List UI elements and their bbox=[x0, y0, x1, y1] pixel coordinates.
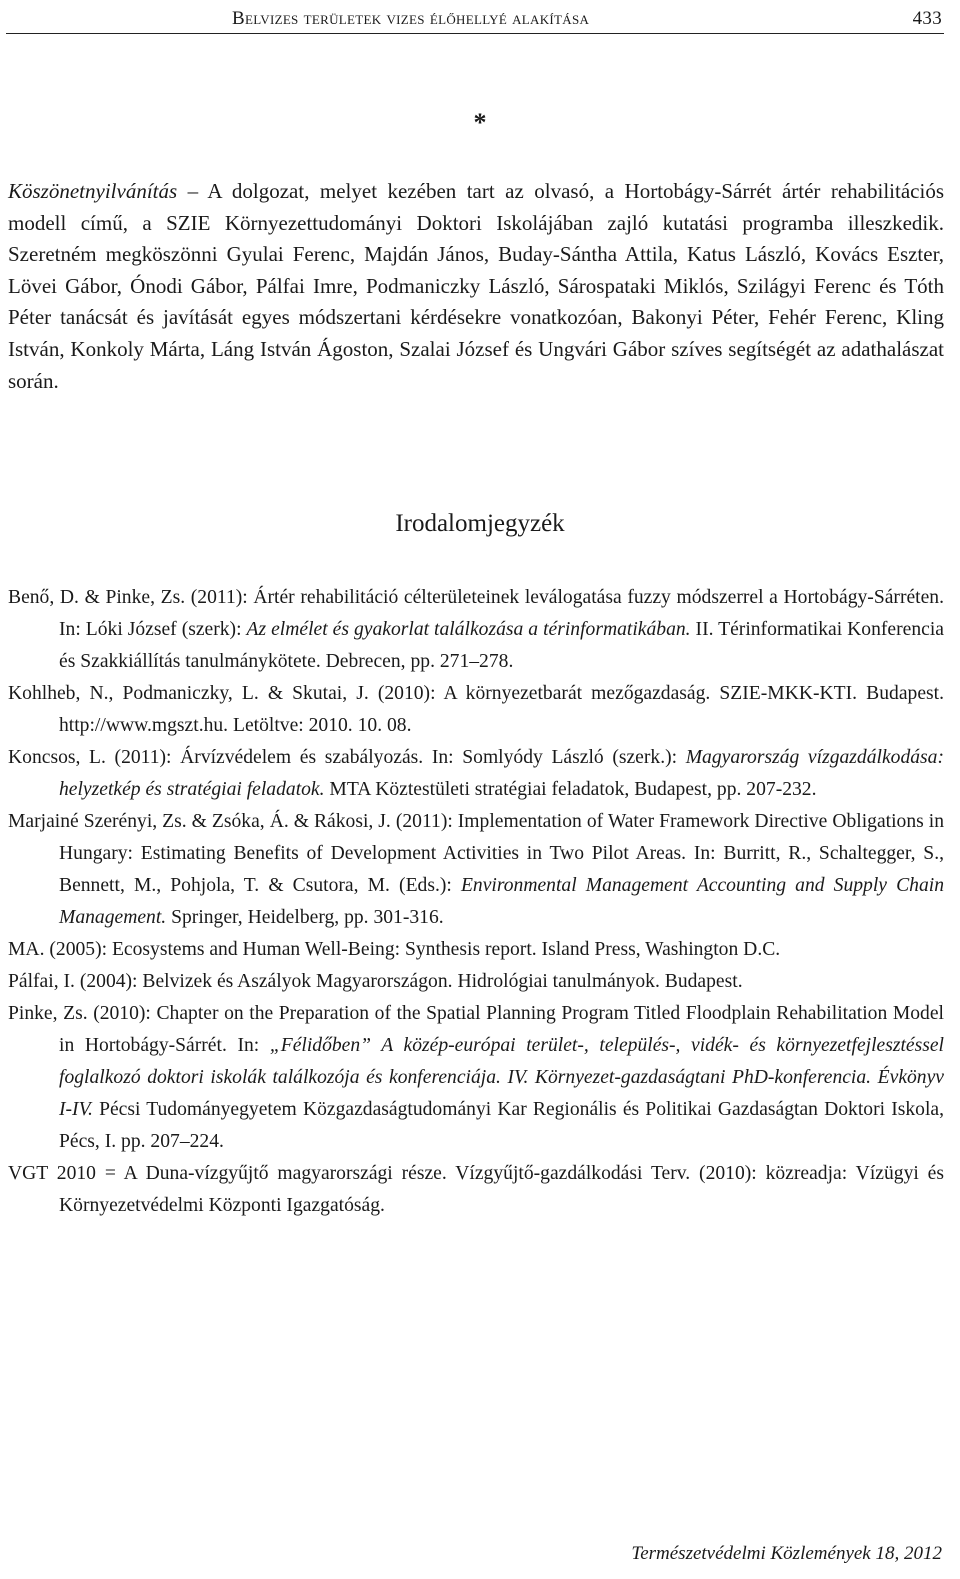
references-heading: Irodalomjegyzék bbox=[395, 510, 565, 537]
reference-title: Az elmélet és gyakorlat találkozása a térinformatikában. bbox=[246, 619, 691, 640]
reference-text: Kohlheb, N., Podmaniczky, L. & Skutai, J. (2010): A környezetbarát mezőgazdaság. SZIE-MKK-KTI. Budapest. http://www.mgszt.hu. Letöltve: 2010. 10. 08. bbox=[8, 683, 944, 736]
reference-text: MA. (2005): Ecosystems and Human Well-Being: Synthesis report. Island Press, Washington D.C. bbox=[8, 939, 781, 960]
reference-item bbox=[8, 742, 944, 806]
reference-text: Pálfai, I. (2004): Belvizek és Aszályok Magyarországon. Hidrológiai tanulmányok. Budapest. bbox=[8, 971, 743, 992]
page-number: 433 bbox=[912, 8, 942, 29]
acknowledgement-paragraph bbox=[8, 176, 944, 397]
reference-text: Pinke, Zs. (2010): Chapter on the Preparation of the Spatial Planning Program Titled Floodplain Rehabilitation Model in Hortobágy-Sárrét. In: bbox=[8, 1003, 944, 1056]
acknowledgement-label: Köszönetnyilvánítás bbox=[8, 179, 178, 203]
reference-text: Springer, Heidelberg, pp. 301-316. bbox=[166, 907, 444, 928]
reference-text: Marjainé Szerényi, Zs. & Zsóka, Á. & Rákosi, J. (2011): Implementation of Water Framework Directive Obligations in Hungary: Estimating Benefits of Development Activities in Two Pilot Areas. In: Burritt, R., Schaltegger, S., Bennett, M., Pohjola, T. & Csutora, M. (Eds.): bbox=[8, 811, 944, 896]
reference-text: Benő, D. & Pinke, Zs. (2011): Ártér rehabilitáció célterületeinek leválogatása fuzzy módszerrel a Hortobágy-Sárréten. In: Lóki József (szerk): bbox=[8, 587, 944, 640]
reference-item bbox=[8, 806, 944, 934]
reference-item bbox=[8, 582, 944, 678]
reference-title: „Félidőben” A közép-európai terület-, település-, vidék- és környezetfejlesztéssel foglalkozó doktori iskolák találkozója és konferenciája. IV. Környezet-gazdaságtani PhD-konferencia. Évkönyv I-IV. bbox=[59, 1035, 945, 1120]
reference-item bbox=[8, 678, 944, 742]
acknowledgement-dash: – bbox=[177, 179, 208, 203]
journal-footer: Természetvédelmi Közlemények 18, 2012 bbox=[631, 1543, 942, 1564]
reference-item bbox=[8, 934, 944, 966]
reference-list bbox=[8, 582, 944, 1222]
running-title: Belvizes területek vizes élőhellyé alakítása bbox=[232, 8, 590, 29]
reference-text: Pécsi Tudományegyetem Közgazdaságtudományi Kar Regionális és Politikai Gazdaságtan Doktori Iskola, Pécs, I. pp. 207–224. bbox=[59, 1099, 944, 1152]
reference-title: Environmental Management Accounting and Supply Chain Management. bbox=[59, 875, 944, 928]
reference-text: VGT 2010 = A Duna-vízgyűjtő magyarországi része. Vízgyűjtő-gazdálkodási Terv. (2010): közreadja: Vízügyi és Környezetvédelmi Központi Igazgatóság. bbox=[8, 1163, 944, 1216]
reference-text: MTA Köztestületi stratégiai feladatok, Budapest, pp. 207-232. bbox=[324, 779, 817, 800]
reference-text: Koncsos, L. (2011): Árvízvédelem és szabályozás. In: Somlyódy László (szerk.): bbox=[8, 747, 686, 768]
running-header bbox=[232, 0, 942, 30]
header-rule bbox=[6, 33, 944, 34]
reference-item bbox=[8, 998, 944, 1158]
reference-item bbox=[8, 1158, 944, 1222]
reference-item bbox=[8, 966, 944, 998]
acknowledgement-text: A dolgozat, melyet kezében tart az olvasó, a Hortobágy-Sárrét ártér rehabilitációs modell című, a SZIE Környezettudományi Doktori Iskolájában zajló kutatási programba illeszkedik. Szeretném megköszönni Gyulai Ferenc, Majdán János, Buday-Sántha Attila, Katus László, Kovács Eszter, Lövei Gábor, Ónodi Gábor, Pálfai Imre, Podmaniczky László, Sárospataki Miklós, Szilágyi Ferenc és Tóth Péter tanácsát és javítását egyes módszertani kérdésekre vonatkozóan, Bakonyi Péter, Fehér Ferenc, Kling István, Konkoly Márta, Láng István Ágoston, Szalai József és Ungvári Gábor szíves segítségét az adathalászat során. bbox=[8, 179, 944, 393]
reference-title: Magyarország vízgazdálkodása: helyzetkép és stratégiai feladatok. bbox=[59, 747, 944, 800]
section-separator: * bbox=[473, 108, 487, 137]
reference-text: II. Térinformatikai Konferencia és Szakkiállítás tanulmánykötete. Debrecen, pp. 271–278. bbox=[59, 619, 944, 672]
